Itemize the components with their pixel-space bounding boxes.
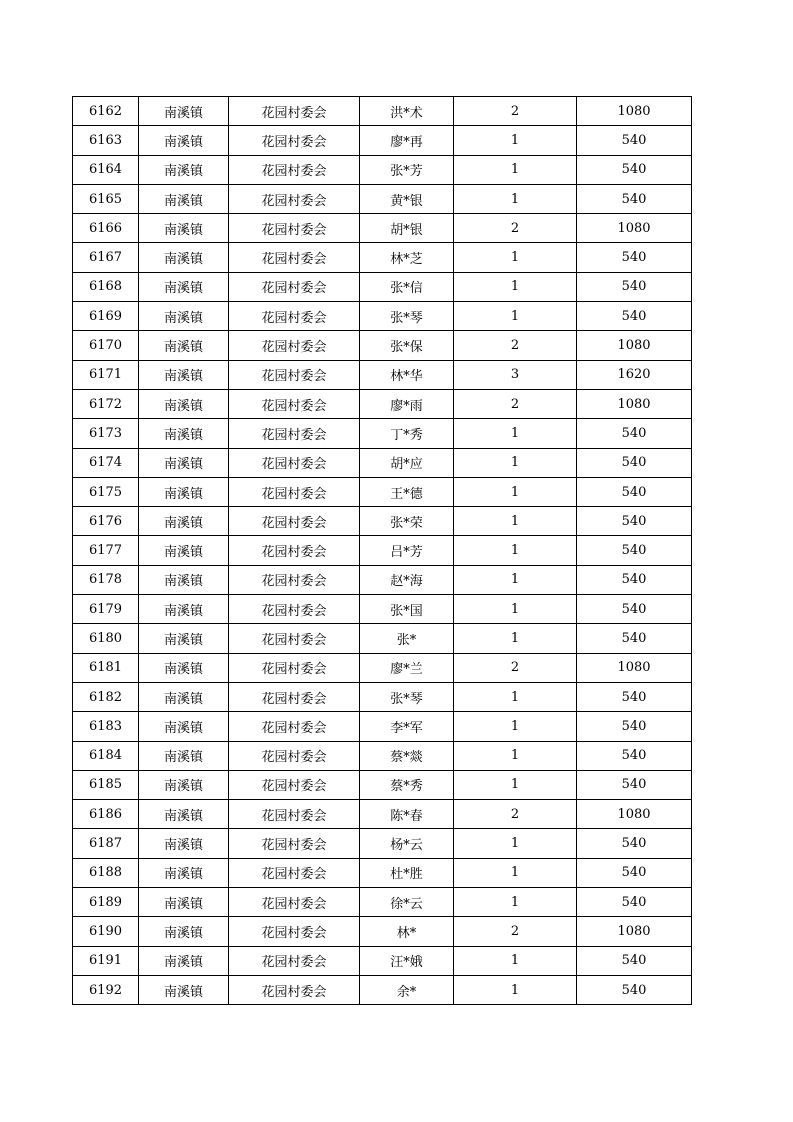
row-amount-cell: 1080 <box>577 917 692 946</box>
row-village-cell: 花园村委会 <box>229 536 360 565</box>
row-village-cell: 花园村委会 <box>229 624 360 653</box>
row-id-cell: 6162 <box>73 97 139 126</box>
row-name-cell: 丁*秀 <box>360 419 454 448</box>
table-row <box>73 653 692 682</box>
row-town-cell: 南溪镇 <box>139 302 229 331</box>
row-town-cell: 南溪镇 <box>139 829 229 858</box>
row-amount-cell: 1080 <box>577 800 692 829</box>
table-row <box>73 272 692 301</box>
table-row <box>73 184 692 213</box>
row-village-cell: 花园村委会 <box>229 800 360 829</box>
row-name-cell: 黄*银 <box>360 184 454 213</box>
row-town-cell: 南溪镇 <box>139 126 229 155</box>
row-amount-cell: 540 <box>577 682 692 711</box>
row-name-cell: 林* <box>360 917 454 946</box>
row-count-cell: 1 <box>454 946 577 975</box>
row-village-cell: 花园村委会 <box>229 184 360 213</box>
row-count-cell: 2 <box>454 917 577 946</box>
row-name-cell: 陈*春 <box>360 800 454 829</box>
row-count-cell: 1 <box>454 888 577 917</box>
row-count-cell: 1 <box>454 419 577 448</box>
row-village-cell: 花园村委会 <box>229 975 360 1004</box>
row-count-cell: 2 <box>454 800 577 829</box>
row-town-cell: 南溪镇 <box>139 477 229 506</box>
row-name-cell: 杜*胜 <box>360 858 454 887</box>
row-amount-cell: 540 <box>577 302 692 331</box>
row-amount-cell: 540 <box>577 829 692 858</box>
row-town-cell: 南溪镇 <box>139 595 229 624</box>
row-name-cell: 林*华 <box>360 360 454 389</box>
row-town-cell: 南溪镇 <box>139 565 229 594</box>
row-amount-cell: 540 <box>577 946 692 975</box>
row-id-cell: 6176 <box>73 507 139 536</box>
row-name-cell: 赵*海 <box>360 565 454 594</box>
row-village-cell: 花园村委会 <box>229 243 360 272</box>
row-id-cell: 6187 <box>73 829 139 858</box>
row-count-cell: 1 <box>454 155 577 184</box>
row-id-cell: 6179 <box>73 595 139 624</box>
row-town-cell: 南溪镇 <box>139 243 229 272</box>
row-name-cell: 廖*再 <box>360 126 454 155</box>
row-id-cell: 6168 <box>73 272 139 301</box>
table-row <box>73 155 692 184</box>
row-count-cell: 1 <box>454 858 577 887</box>
row-amount-cell: 540 <box>577 477 692 506</box>
row-count-cell: 1 <box>454 741 577 770</box>
row-amount-cell: 1620 <box>577 360 692 389</box>
row-id-cell: 6189 <box>73 888 139 917</box>
table-row <box>73 829 692 858</box>
table-row <box>73 682 692 711</box>
row-count-cell: 2 <box>454 331 577 360</box>
row-town-cell: 南溪镇 <box>139 946 229 975</box>
row-id-cell: 6181 <box>73 653 139 682</box>
row-name-cell: 张*琴 <box>360 682 454 711</box>
row-id-cell: 6166 <box>73 214 139 243</box>
table-row <box>73 917 692 946</box>
row-count-cell: 1 <box>454 682 577 711</box>
table-row <box>73 741 692 770</box>
row-village-cell: 花园村委会 <box>229 888 360 917</box>
row-id-cell: 6170 <box>73 331 139 360</box>
row-village-cell: 花园村委会 <box>229 360 360 389</box>
row-name-cell: 张*信 <box>360 272 454 301</box>
row-id-cell: 6165 <box>73 184 139 213</box>
table-row <box>73 214 692 243</box>
row-village-cell: 花园村委会 <box>229 477 360 506</box>
row-village-cell: 花园村委会 <box>229 214 360 243</box>
row-name-cell: 王*德 <box>360 477 454 506</box>
row-count-cell: 2 <box>454 389 577 418</box>
row-town-cell: 南溪镇 <box>139 917 229 946</box>
row-name-cell: 廖*兰 <box>360 653 454 682</box>
row-name-cell: 洪*术 <box>360 97 454 126</box>
row-amount-cell: 1080 <box>577 389 692 418</box>
row-amount-cell: 540 <box>577 155 692 184</box>
table-row <box>73 448 692 477</box>
row-name-cell: 张*琴 <box>360 302 454 331</box>
row-village-cell: 花园村委会 <box>229 770 360 799</box>
table-row <box>73 507 692 536</box>
table-row <box>73 946 692 975</box>
table-row <box>73 770 692 799</box>
row-amount-cell: 540 <box>577 595 692 624</box>
row-amount-cell: 540 <box>577 858 692 887</box>
row-count-cell: 1 <box>454 595 577 624</box>
row-count-cell: 1 <box>454 302 577 331</box>
row-name-cell: 张*芳 <box>360 155 454 184</box>
row-name-cell: 徐*云 <box>360 888 454 917</box>
row-village-cell: 花园村委会 <box>229 829 360 858</box>
row-name-cell: 胡*应 <box>360 448 454 477</box>
row-count-cell: 1 <box>454 477 577 506</box>
row-id-cell: 6192 <box>73 975 139 1004</box>
row-village-cell: 花园村委会 <box>229 97 360 126</box>
row-id-cell: 6163 <box>73 126 139 155</box>
row-amount-cell: 540 <box>577 770 692 799</box>
row-town-cell: 南溪镇 <box>139 800 229 829</box>
row-town-cell: 南溪镇 <box>139 770 229 799</box>
table-row <box>73 477 692 506</box>
row-amount-cell: 540 <box>577 184 692 213</box>
row-name-cell: 余* <box>360 975 454 1004</box>
row-count-cell: 1 <box>454 624 577 653</box>
table-row <box>73 536 692 565</box>
row-amount-cell: 540 <box>577 712 692 741</box>
row-name-cell: 廖*雨 <box>360 389 454 418</box>
row-amount-cell: 540 <box>577 448 692 477</box>
row-village-cell: 花园村委会 <box>229 272 360 301</box>
row-village-cell: 花园村委会 <box>229 741 360 770</box>
row-village-cell: 花园村委会 <box>229 712 360 741</box>
row-town-cell: 南溪镇 <box>139 184 229 213</box>
row-id-cell: 6180 <box>73 624 139 653</box>
row-amount-cell: 540 <box>577 975 692 1004</box>
row-town-cell: 南溪镇 <box>139 712 229 741</box>
row-town-cell: 南溪镇 <box>139 624 229 653</box>
table-row <box>73 858 692 887</box>
row-name-cell: 胡*银 <box>360 214 454 243</box>
row-town-cell: 南溪镇 <box>139 389 229 418</box>
table-row <box>73 800 692 829</box>
row-town-cell: 南溪镇 <box>139 741 229 770</box>
row-id-cell: 6173 <box>73 419 139 448</box>
row-amount-cell: 540 <box>577 565 692 594</box>
row-town-cell: 南溪镇 <box>139 155 229 184</box>
row-count-cell: 1 <box>454 272 577 301</box>
row-count-cell: 1 <box>454 126 577 155</box>
row-count-cell: 1 <box>454 770 577 799</box>
table-row <box>73 712 692 741</box>
row-amount-cell: 540 <box>577 888 692 917</box>
row-town-cell: 南溪镇 <box>139 507 229 536</box>
row-village-cell: 花园村委会 <box>229 595 360 624</box>
row-id-cell: 6177 <box>73 536 139 565</box>
row-id-cell: 6171 <box>73 360 139 389</box>
row-id-cell: 6186 <box>73 800 139 829</box>
row-name-cell: 杨*云 <box>360 829 454 858</box>
row-town-cell: 南溪镇 <box>139 214 229 243</box>
table-row <box>73 243 692 272</box>
table-row <box>73 624 692 653</box>
row-town-cell: 南溪镇 <box>139 331 229 360</box>
row-name-cell: 张*保 <box>360 331 454 360</box>
row-id-cell: 6167 <box>73 243 139 272</box>
row-village-cell: 花园村委会 <box>229 331 360 360</box>
row-amount-cell: 540 <box>577 741 692 770</box>
row-name-cell: 吕*芳 <box>360 536 454 565</box>
row-village-cell: 花园村委会 <box>229 419 360 448</box>
row-village-cell: 花园村委会 <box>229 507 360 536</box>
table-row <box>73 419 692 448</box>
row-count-cell: 2 <box>454 653 577 682</box>
row-count-cell: 1 <box>454 565 577 594</box>
row-amount-cell: 1080 <box>577 214 692 243</box>
row-count-cell: 1 <box>454 712 577 741</box>
row-id-cell: 6182 <box>73 682 139 711</box>
row-village-cell: 花园村委会 <box>229 917 360 946</box>
table-row <box>73 360 692 389</box>
row-village-cell: 花园村委会 <box>229 565 360 594</box>
row-village-cell: 花园村委会 <box>229 302 360 331</box>
row-id-cell: 6172 <box>73 389 139 418</box>
row-village-cell: 花园村委会 <box>229 682 360 711</box>
row-amount-cell: 1080 <box>577 97 692 126</box>
row-amount-cell: 540 <box>577 536 692 565</box>
row-id-cell: 6174 <box>73 448 139 477</box>
record-table <box>72 96 692 1005</box>
row-count-cell: 1 <box>454 448 577 477</box>
row-name-cell: 汪*娥 <box>360 946 454 975</box>
row-village-cell: 花园村委会 <box>229 448 360 477</box>
row-town-cell: 南溪镇 <box>139 536 229 565</box>
table-row <box>73 302 692 331</box>
row-village-cell: 花园村委会 <box>229 653 360 682</box>
row-id-cell: 6175 <box>73 477 139 506</box>
row-village-cell: 花园村委会 <box>229 389 360 418</box>
row-village-cell: 花园村委会 <box>229 858 360 887</box>
row-amount-cell: 540 <box>577 624 692 653</box>
row-town-cell: 南溪镇 <box>139 97 229 126</box>
row-count-cell: 1 <box>454 536 577 565</box>
row-town-cell: 南溪镇 <box>139 682 229 711</box>
row-village-cell: 花园村委会 <box>229 126 360 155</box>
row-name-cell: 蔡*燚 <box>360 741 454 770</box>
row-town-cell: 南溪镇 <box>139 975 229 1004</box>
row-amount-cell: 540 <box>577 272 692 301</box>
row-amount-cell: 540 <box>577 419 692 448</box>
row-id-cell: 6185 <box>73 770 139 799</box>
row-name-cell: 张* <box>360 624 454 653</box>
row-town-cell: 南溪镇 <box>139 360 229 389</box>
row-amount-cell: 1080 <box>577 331 692 360</box>
table-row <box>73 565 692 594</box>
row-name-cell: 张*荣 <box>360 507 454 536</box>
row-village-cell: 花园村委会 <box>229 946 360 975</box>
row-count-cell: 2 <box>454 214 577 243</box>
row-town-cell: 南溪镇 <box>139 419 229 448</box>
row-name-cell: 张*国 <box>360 595 454 624</box>
table-row <box>73 389 692 418</box>
row-name-cell: 李*军 <box>360 712 454 741</box>
row-id-cell: 6169 <box>73 302 139 331</box>
row-count-cell: 1 <box>454 507 577 536</box>
row-town-cell: 南溪镇 <box>139 448 229 477</box>
row-amount-cell: 540 <box>577 126 692 155</box>
row-count-cell: 1 <box>454 829 577 858</box>
table-body <box>73 97 692 1005</box>
table-row <box>73 595 692 624</box>
row-count-cell: 1 <box>454 184 577 213</box>
row-id-cell: 6191 <box>73 946 139 975</box>
row-count-cell: 3 <box>454 360 577 389</box>
row-id-cell: 6183 <box>73 712 139 741</box>
row-amount-cell: 1080 <box>577 653 692 682</box>
table-row <box>73 97 692 126</box>
table-row <box>73 126 692 155</box>
row-id-cell: 6184 <box>73 741 139 770</box>
row-id-cell: 6188 <box>73 858 139 887</box>
row-town-cell: 南溪镇 <box>139 858 229 887</box>
row-id-cell: 6178 <box>73 565 139 594</box>
row-amount-cell: 540 <box>577 243 692 272</box>
row-id-cell: 6164 <box>73 155 139 184</box>
row-count-cell: 2 <box>454 97 577 126</box>
row-count-cell: 1 <box>454 975 577 1004</box>
row-name-cell: 林*芝 <box>360 243 454 272</box>
row-amount-cell: 540 <box>577 507 692 536</box>
table-row <box>73 888 692 917</box>
row-count-cell: 1 <box>454 243 577 272</box>
row-id-cell: 6190 <box>73 917 139 946</box>
row-town-cell: 南溪镇 <box>139 653 229 682</box>
row-town-cell: 南溪镇 <box>139 888 229 917</box>
row-village-cell: 花园村委会 <box>229 155 360 184</box>
table-row <box>73 975 692 1004</box>
table-row <box>73 331 692 360</box>
row-name-cell: 蔡*秀 <box>360 770 454 799</box>
row-town-cell: 南溪镇 <box>139 272 229 301</box>
